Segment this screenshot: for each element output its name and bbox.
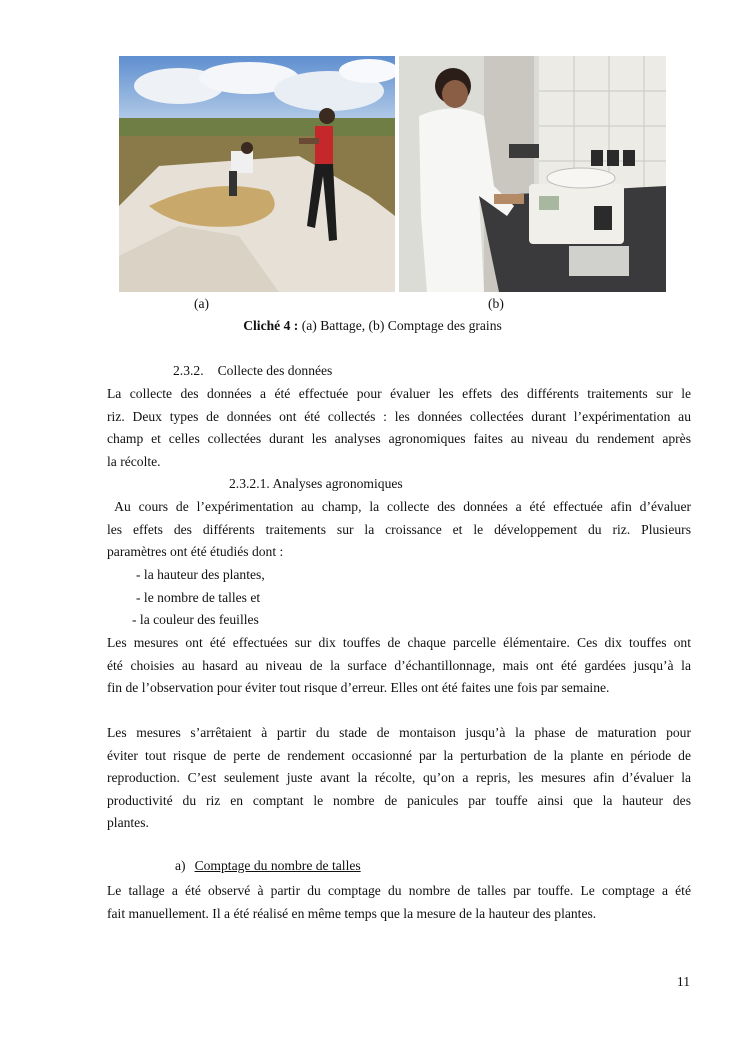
text-line: Le tallage a été observé à partir du comptage du nombre de talles par touffe. Le comptage a été (107, 883, 691, 898)
paragraph-1 (107, 383, 691, 473)
caption-label: Cliché 4 : (243, 318, 299, 333)
text-line: Les mesures ont été effectuées sur dix touffes de chaque parcelle élémentaire. Ces dix touffes ont (107, 635, 691, 650)
subsection-heading (229, 476, 403, 492)
paragraph-5 (107, 880, 691, 925)
figure-label-a: (a) (194, 296, 210, 311)
threshing-illustration (119, 56, 395, 292)
section-number: 2.3.2. (173, 363, 204, 378)
caption-text: (a) Battage, (b) Comptage des grains (298, 318, 502, 333)
text-line: éviter tout risque de perte de rendement occasionné par la perturbation de la plante en période de (107, 747, 691, 763)
figure-caption (0, 318, 745, 334)
text-line: Au cours de l’expérimentation au champ, la collecte des données a été effectuée afin d’évaluer (107, 499, 691, 514)
text-line: La collecte des données a été effectuée pour évaluer les effets des différents traitements sur le (107, 386, 691, 401)
parameter-list (107, 564, 265, 632)
text-line: été choisies au hasard au niveau de la surface d’échantillonnage, mais ont été gardées jusqu’à la (107, 657, 691, 673)
text-line: paramètres ont été étudiés dont : (107, 544, 284, 560)
photo-threshing (119, 56, 395, 292)
text-line: Les mesures s’arrêtaient à partir du stade de montaison jusqu’à la phase de maturation pour (107, 725, 691, 740)
section-heading (173, 363, 332, 379)
text-line: productivité du riz en comptant le nombre de panicules par touffe ainsi que la hauteur des (107, 792, 691, 808)
text-line: champ et celles collectées durant les analyses agronomiques faites au niveau du rendement après (107, 431, 691, 447)
text-line: riz. Deux types de données ont été collectés : les données collectées durant l’expérimentation au (107, 408, 691, 424)
text-line: la récolte. (107, 453, 161, 469)
subheading-a-title: Comptage du nombre de talles (194, 858, 361, 873)
text-line: reproduction. C’est seulement juste avant la récolte, qu’on a repris, les mesures afin d’évaluer la (107, 770, 691, 786)
list-item: - la hauteur des plantes, (136, 567, 265, 582)
figure-label-b: (b) (488, 296, 504, 311)
photo-grain-counting (399, 56, 666, 292)
text-line: plantes. (107, 815, 149, 831)
subsection-number: 2.3.2.1. (229, 476, 270, 491)
paragraph-3 (107, 632, 691, 700)
list-item: - le nombre de talles et (136, 589, 261, 605)
page-number: 11 (676, 974, 690, 989)
paragraph-4 (107, 722, 691, 835)
paragraph-2 (107, 496, 691, 564)
section-title: Collecte des données (217, 363, 333, 378)
grain-counter-illustration (399, 56, 666, 292)
text-line: fait manuellement. Il a été réalisé en même temps que la mesure de la hauteur des plantes. (107, 905, 597, 921)
text-line: fin de l’observation pour éviter tout risque d’erreur. Elles ont été faites une fois par semaine. (107, 680, 610, 696)
subheading-a-marker: a) (175, 858, 186, 873)
text-line: les effets des différents traitements sur la croissance et le développement du riz. Plusieurs (107, 521, 691, 537)
list-item: - la couleur des feuilles (132, 612, 259, 628)
subsection-title: Analyses agronomiques (272, 476, 403, 491)
subheading-a (175, 858, 361, 874)
